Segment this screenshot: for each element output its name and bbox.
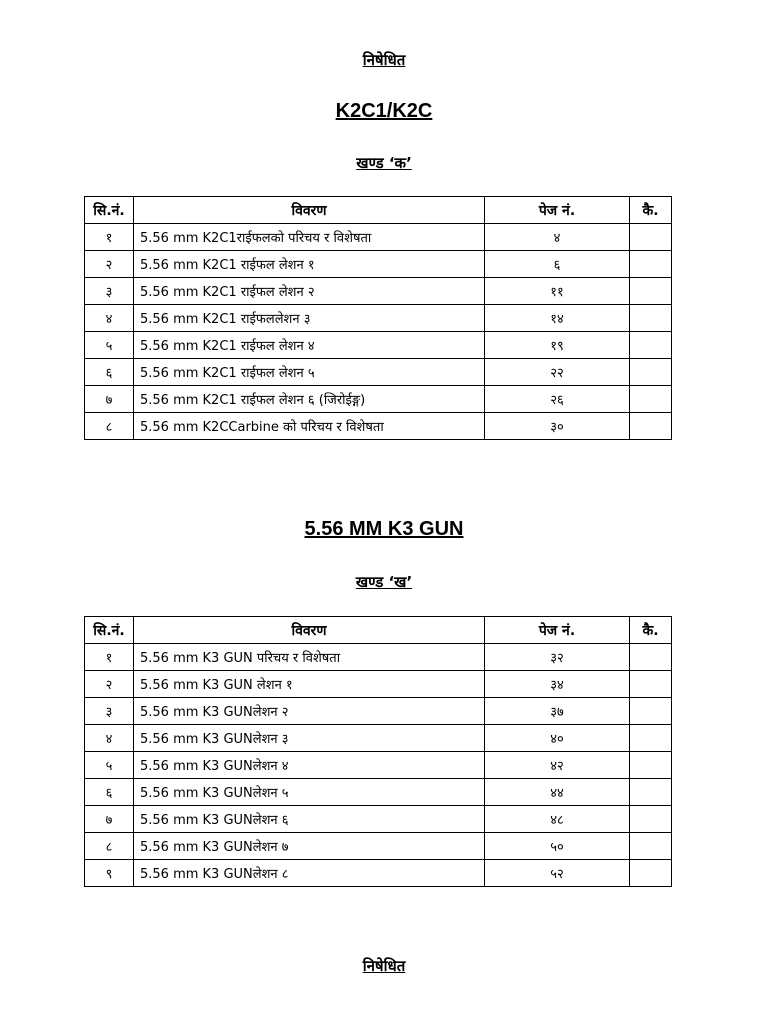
serial-cell: ४ [85,725,134,752]
serial-cell: ८ [85,413,134,440]
header-serial: सि.नं. [85,197,134,224]
description-cell: 5.56 mm K3 GUN परिचय र विशेषता [134,644,485,671]
remark-cell [630,752,672,779]
table-header-row [85,617,672,644]
page-cell: १९ [485,332,630,359]
description-cell: 5.56 mm K2C1 राईफल लेशन १ [134,251,485,278]
remark-cell [630,305,672,332]
section-1-title: K2C1/K2C [335,100,433,122]
table-row [85,332,672,359]
description-cell: 5.56 mm K3 GUNलेशन ३ [134,725,485,752]
serial-cell: ८ [85,833,134,860]
page-cell: ३० [485,413,630,440]
page-cell: ४८ [485,806,630,833]
table-row [85,359,672,386]
serial-cell: ६ [85,359,134,386]
remark-cell [630,359,672,386]
description-cell: 5.56 mm K3 GUNलेशन ८ [134,860,485,887]
serial-cell: ७ [85,806,134,833]
table-row [85,860,672,887]
table-row [85,305,672,332]
header-page: पेज नं. [485,197,630,224]
table-row [85,644,672,671]
header-description: विवरण [134,617,485,644]
page-cell: ४ [485,224,630,251]
serial-cell: ९ [85,860,134,887]
remark-cell [630,725,672,752]
remark-cell [630,860,672,887]
description-cell: 5.56 mm K3 GUN लेशन १ [134,671,485,698]
serial-cell: ६ [85,779,134,806]
table-row [85,752,672,779]
section-1-table [84,196,672,440]
serial-cell: ५ [85,752,134,779]
table-row [85,386,672,413]
page-cell: ११ [485,278,630,305]
remark-cell [630,806,672,833]
remark-cell [630,698,672,725]
description-cell: 5.56 mm K2C1राईफलको परिचय र विशेषता [134,224,485,251]
page-cell: ४२ [485,752,630,779]
page-cell: ३२ [485,644,630,671]
description-cell: 5.56 mm K2C1 राईफललेशन ३ [134,305,485,332]
remark-cell [630,779,672,806]
serial-cell: ३ [85,278,134,305]
serial-cell: ५ [85,332,134,359]
table-row [85,251,672,278]
serial-cell: २ [85,251,134,278]
page-cell: २६ [485,386,630,413]
remark-cell [630,251,672,278]
page-cell: ६ [485,251,630,278]
description-cell: 5.56 mm K3 GUNलेशन ५ [134,779,485,806]
table-row [85,698,672,725]
description-cell: 5.56 mm K2C1 राईफल लेशन ५ [134,359,485,386]
page-cell: ५२ [485,860,630,887]
remark-cell [630,332,672,359]
page-cell: १४ [485,305,630,332]
classification-footer: निषेधित [362,957,406,975]
header-remarks: कै. [630,197,672,224]
page-cell: २२ [485,359,630,386]
serial-cell: ३ [85,698,134,725]
header-description: विवरण [134,197,485,224]
table-row [85,806,672,833]
remark-cell [630,413,672,440]
description-cell: 5.56 mm K2C1 राईफल लेशन ६ (जिरोईङ्ग) [134,386,485,413]
description-cell: 5.56 mm K2CCarbine को परिचय र विशेषता [134,413,485,440]
serial-cell: ४ [85,305,134,332]
section-2-subtitle: खण्ड ‘ख’ [355,573,413,591]
table-row [85,224,672,251]
header-serial: सि.नं. [85,617,134,644]
serial-cell: १ [85,644,134,671]
section-2-table [84,616,672,887]
serial-cell: २ [85,671,134,698]
description-cell: 5.56 mm K3 GUNलेशन ७ [134,833,485,860]
table-row [85,413,672,440]
table-header-row [85,197,672,224]
remark-cell [630,671,672,698]
classification-header: निषेधित [362,51,406,69]
description-cell: 5.56 mm K3 GUNलेशन २ [134,698,485,725]
page-cell: ५० [485,833,630,860]
table-row [85,779,672,806]
description-cell: 5.56 mm K2C1 राईफल लेशन २ [134,278,485,305]
table-row [85,671,672,698]
serial-cell: ७ [85,386,134,413]
serial-cell: १ [85,224,134,251]
description-cell: 5.56 mm K3 GUNलेशन ४ [134,752,485,779]
table-row [85,833,672,860]
remark-cell [630,224,672,251]
section-2-title: 5.56 MM K3 GUN [304,518,464,540]
header-page: पेज नं. [485,617,630,644]
page-cell: ३४ [485,671,630,698]
remark-cell [630,386,672,413]
section-1-subtitle: खण्ड ‘क’ [356,154,412,172]
description-cell: 5.56 mm K2C1 राईफल लेशन ४ [134,332,485,359]
page-cell: ४४ [485,779,630,806]
remark-cell [630,644,672,671]
table-row [85,278,672,305]
table-row [85,725,672,752]
header-remarks: कै. [630,617,672,644]
description-cell: 5.56 mm K3 GUNलेशन ६ [134,806,485,833]
page-cell: ३७ [485,698,630,725]
remark-cell [630,278,672,305]
page-cell: ४० [485,725,630,752]
remark-cell [630,833,672,860]
